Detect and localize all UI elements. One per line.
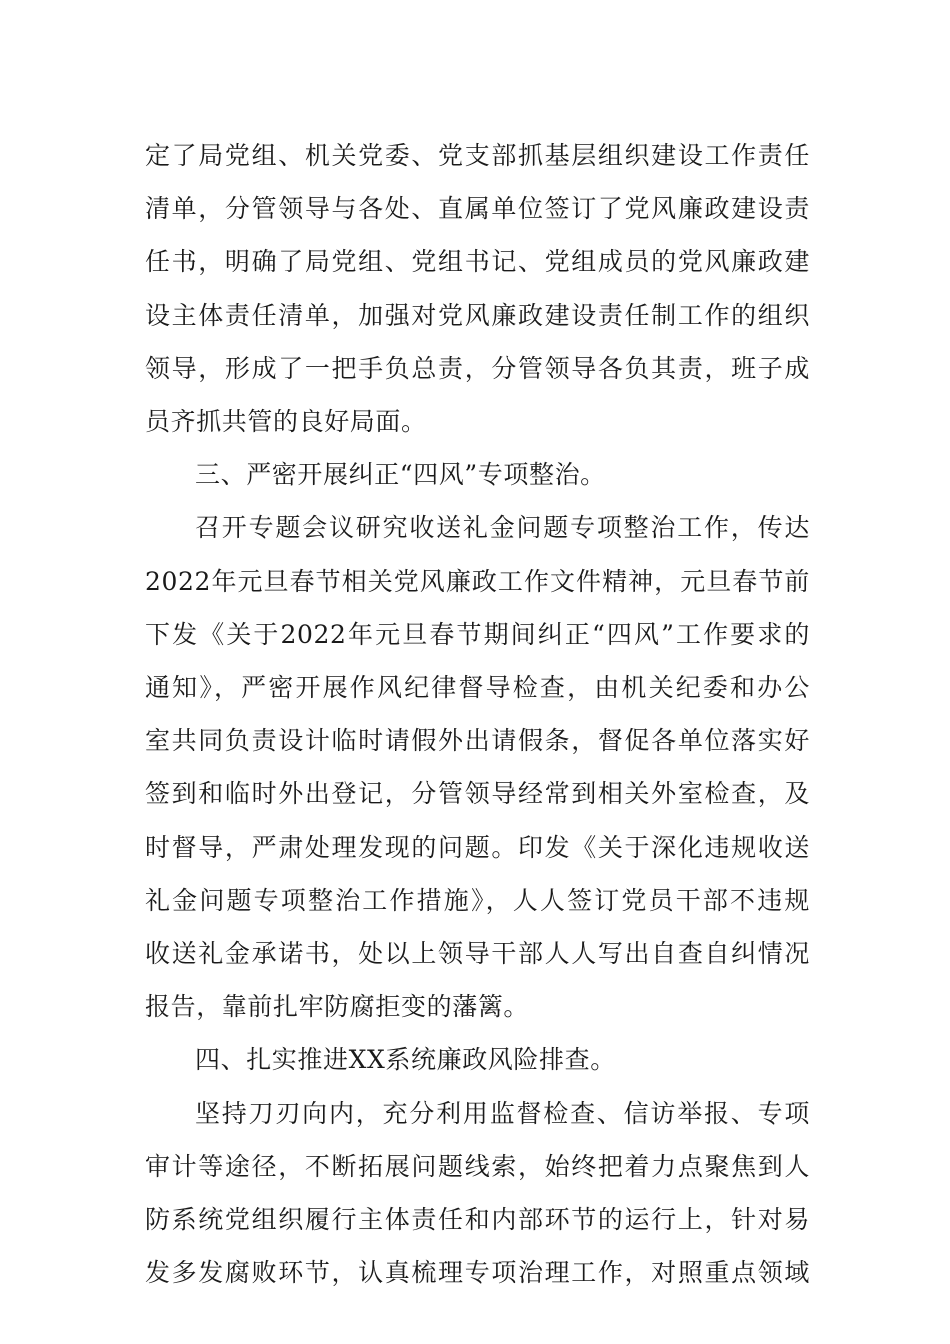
text-line: 时督导，严肃处理发现的问题。印发《关于深化违规收送 — [145, 832, 810, 862]
text-line: 清单，分管领导与各处、直属单位签订了党风廉政建设责 — [145, 194, 810, 224]
text-line: 定了局党组、机关党委、党支部抓基层组织建设工作责任 — [145, 141, 810, 170]
text-line: 收送礼金承诺书，处以上领导干部人人写出自查自纠情况 — [145, 939, 810, 969]
text-line: 礼金问题专项整治工作措施》，人人签订党员干部不违规 — [145, 885, 810, 915]
text-line: 室共同负责设计临时请假外出请假条，督促各单位落实好 — [145, 726, 810, 756]
text-line: 员齐抓共管的良好局面。 — [145, 407, 427, 437]
text-line: 下发《关于2022年元旦春节期间纠正“四风”工作要求的 — [145, 619, 810, 649]
heading-line: 四、扎实推进XX系统廉政风险排查。 — [195, 1045, 616, 1075]
paragraph-four-winds-rectification — [145, 501, 810, 1033]
text-line: 设主体责任清单，加强对党风廉政建设责任制工作的组织 — [145, 300, 810, 330]
text-line: 通知》，严密开展作风纪律督导检查，由机关纪委和办公 — [145, 673, 810, 703]
heading-line: 三、严密开展纠正“四风”专项整治。 — [195, 460, 606, 490]
text-line: 任书，明确了局党组、党组书记、党组成员的党风廉政建 — [145, 247, 810, 277]
text-line: 签到和临时外出登记，分管领导经常到相关外室检查，及 — [145, 779, 810, 809]
text-line: 报告，靠前扎牢防腐拒变的藩篱。 — [145, 992, 530, 1022]
paragraph-responsibility-list — [145, 129, 810, 448]
text-line: 审计等途径，不断拓展问题线索，始终把着力点聚焦到人 — [145, 1151, 810, 1181]
document-body — [145, 129, 810, 1299]
text-line: 发多发腐败环节，认真梳理专项治理工作，对照重点领域 — [145, 1258, 810, 1288]
section-heading-three — [145, 448, 810, 501]
text-line: 防系统党组织履行主体责任和内部环节的运行上，针对易 — [145, 1205, 810, 1235]
paragraph-risk-investigation — [145, 1087, 810, 1300]
section-heading-four — [145, 1033, 810, 1086]
text-line: 2022年元旦春节相关党风廉政工作文件精神，元旦春节前 — [145, 566, 810, 596]
text-line: 领导，形成了一把手负总责，分管领导各负其责，班子成 — [145, 353, 810, 383]
text-line: 召开专题会议研究收送礼金问题专项整治工作，传达 — [195, 513, 810, 543]
text-line: 坚持刀刃向内，充分利用监督检查、信访举报、专项 — [195, 1098, 810, 1128]
